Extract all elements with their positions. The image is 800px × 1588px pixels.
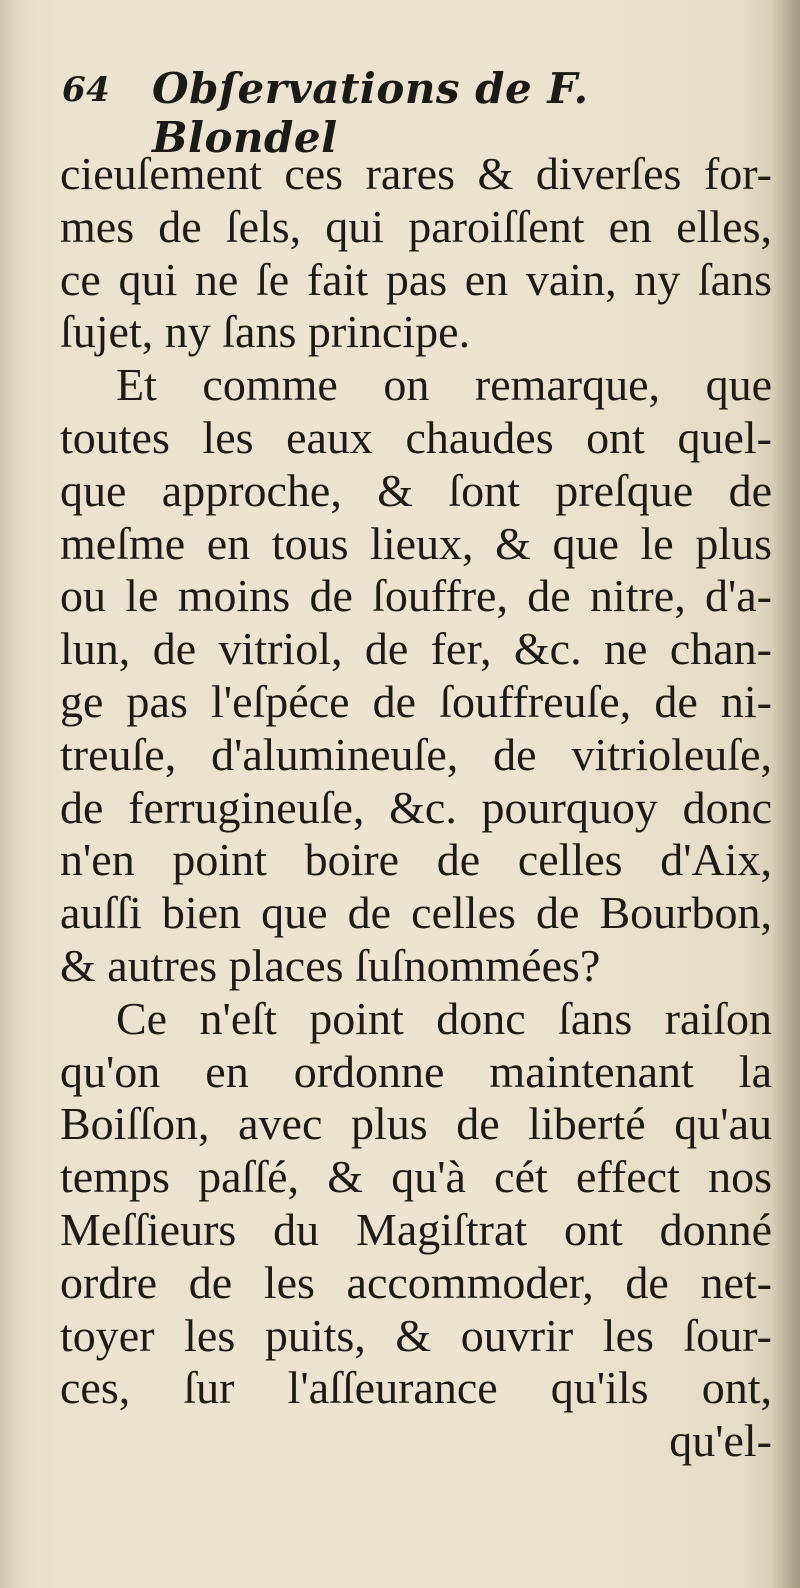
catchword: qu'el- [669, 1415, 772, 1467]
text-line: meſme en tous lieux, & que le plus [60, 517, 772, 569]
text-line: auſſi bien que de celles de Bourbon, [60, 887, 772, 939]
text-line: ordre de les accommoder, de net- [60, 1256, 772, 1308]
text-line: de ferrugineuſe, &c. pourquoy donc [60, 781, 772, 833]
text-line: toyer les puits, & ouvrir les ſour- [60, 1309, 772, 1361]
text-line: ce qui ne ſe fait pas en vain, ny ſans [60, 253, 772, 305]
text-line: Meſſieurs du Magiſtrat ont donné [60, 1203, 772, 1255]
text-line: ces, ſur l'aſſeurance qu'ils ont, [60, 1362, 772, 1414]
text-line: Boiſſon, avec plus de liberté qu'au [60, 1098, 772, 1150]
text-line: qu'on en ordonne maintenant la [60, 1045, 772, 1097]
text-line: lun, de vitriol, de fer, &c. ne chan- [60, 623, 772, 675]
paragraph-start-line: Ce n'eſt point donc ſans raiſon [116, 992, 772, 1044]
text-line: temps paſſé, & qu'à cét effect nos [60, 1151, 772, 1203]
text-line: cieuſement ces rares & diverſes for- [60, 148, 772, 199]
text-line: ou le moins de ſouffre, de nitre, d'a- [60, 570, 772, 622]
body-text [60, 148, 772, 1468]
page-number: 64 [62, 70, 111, 110]
text-line: ge pas l'eſpéce de ſouffreuſe, de ni- [60, 675, 772, 727]
text-line: n'en point boire de celles d'Aix, [60, 834, 772, 886]
page-header [62, 64, 762, 162]
text-line: toutes les eaux chaudes ont quel- [60, 411, 772, 463]
text-line: mes de ſels, qui paroiſſent en elles, [60, 200, 772, 252]
paragraph-start-line: Et comme on remarque, que [116, 359, 772, 411]
text-line: treuſe, d'alumineuſe, de vitrioleuſe, [60, 728, 772, 780]
page-edge-shadow [772, 0, 800, 1588]
running-title: Obſervations de F. Blondel [152, 64, 589, 162]
text-line: ſujet, ny ſans principe. [60, 306, 471, 358]
text-line: que approche, & ſont preſque de [60, 464, 772, 516]
text-line: & autres places ſuſnommées? [60, 939, 601, 991]
